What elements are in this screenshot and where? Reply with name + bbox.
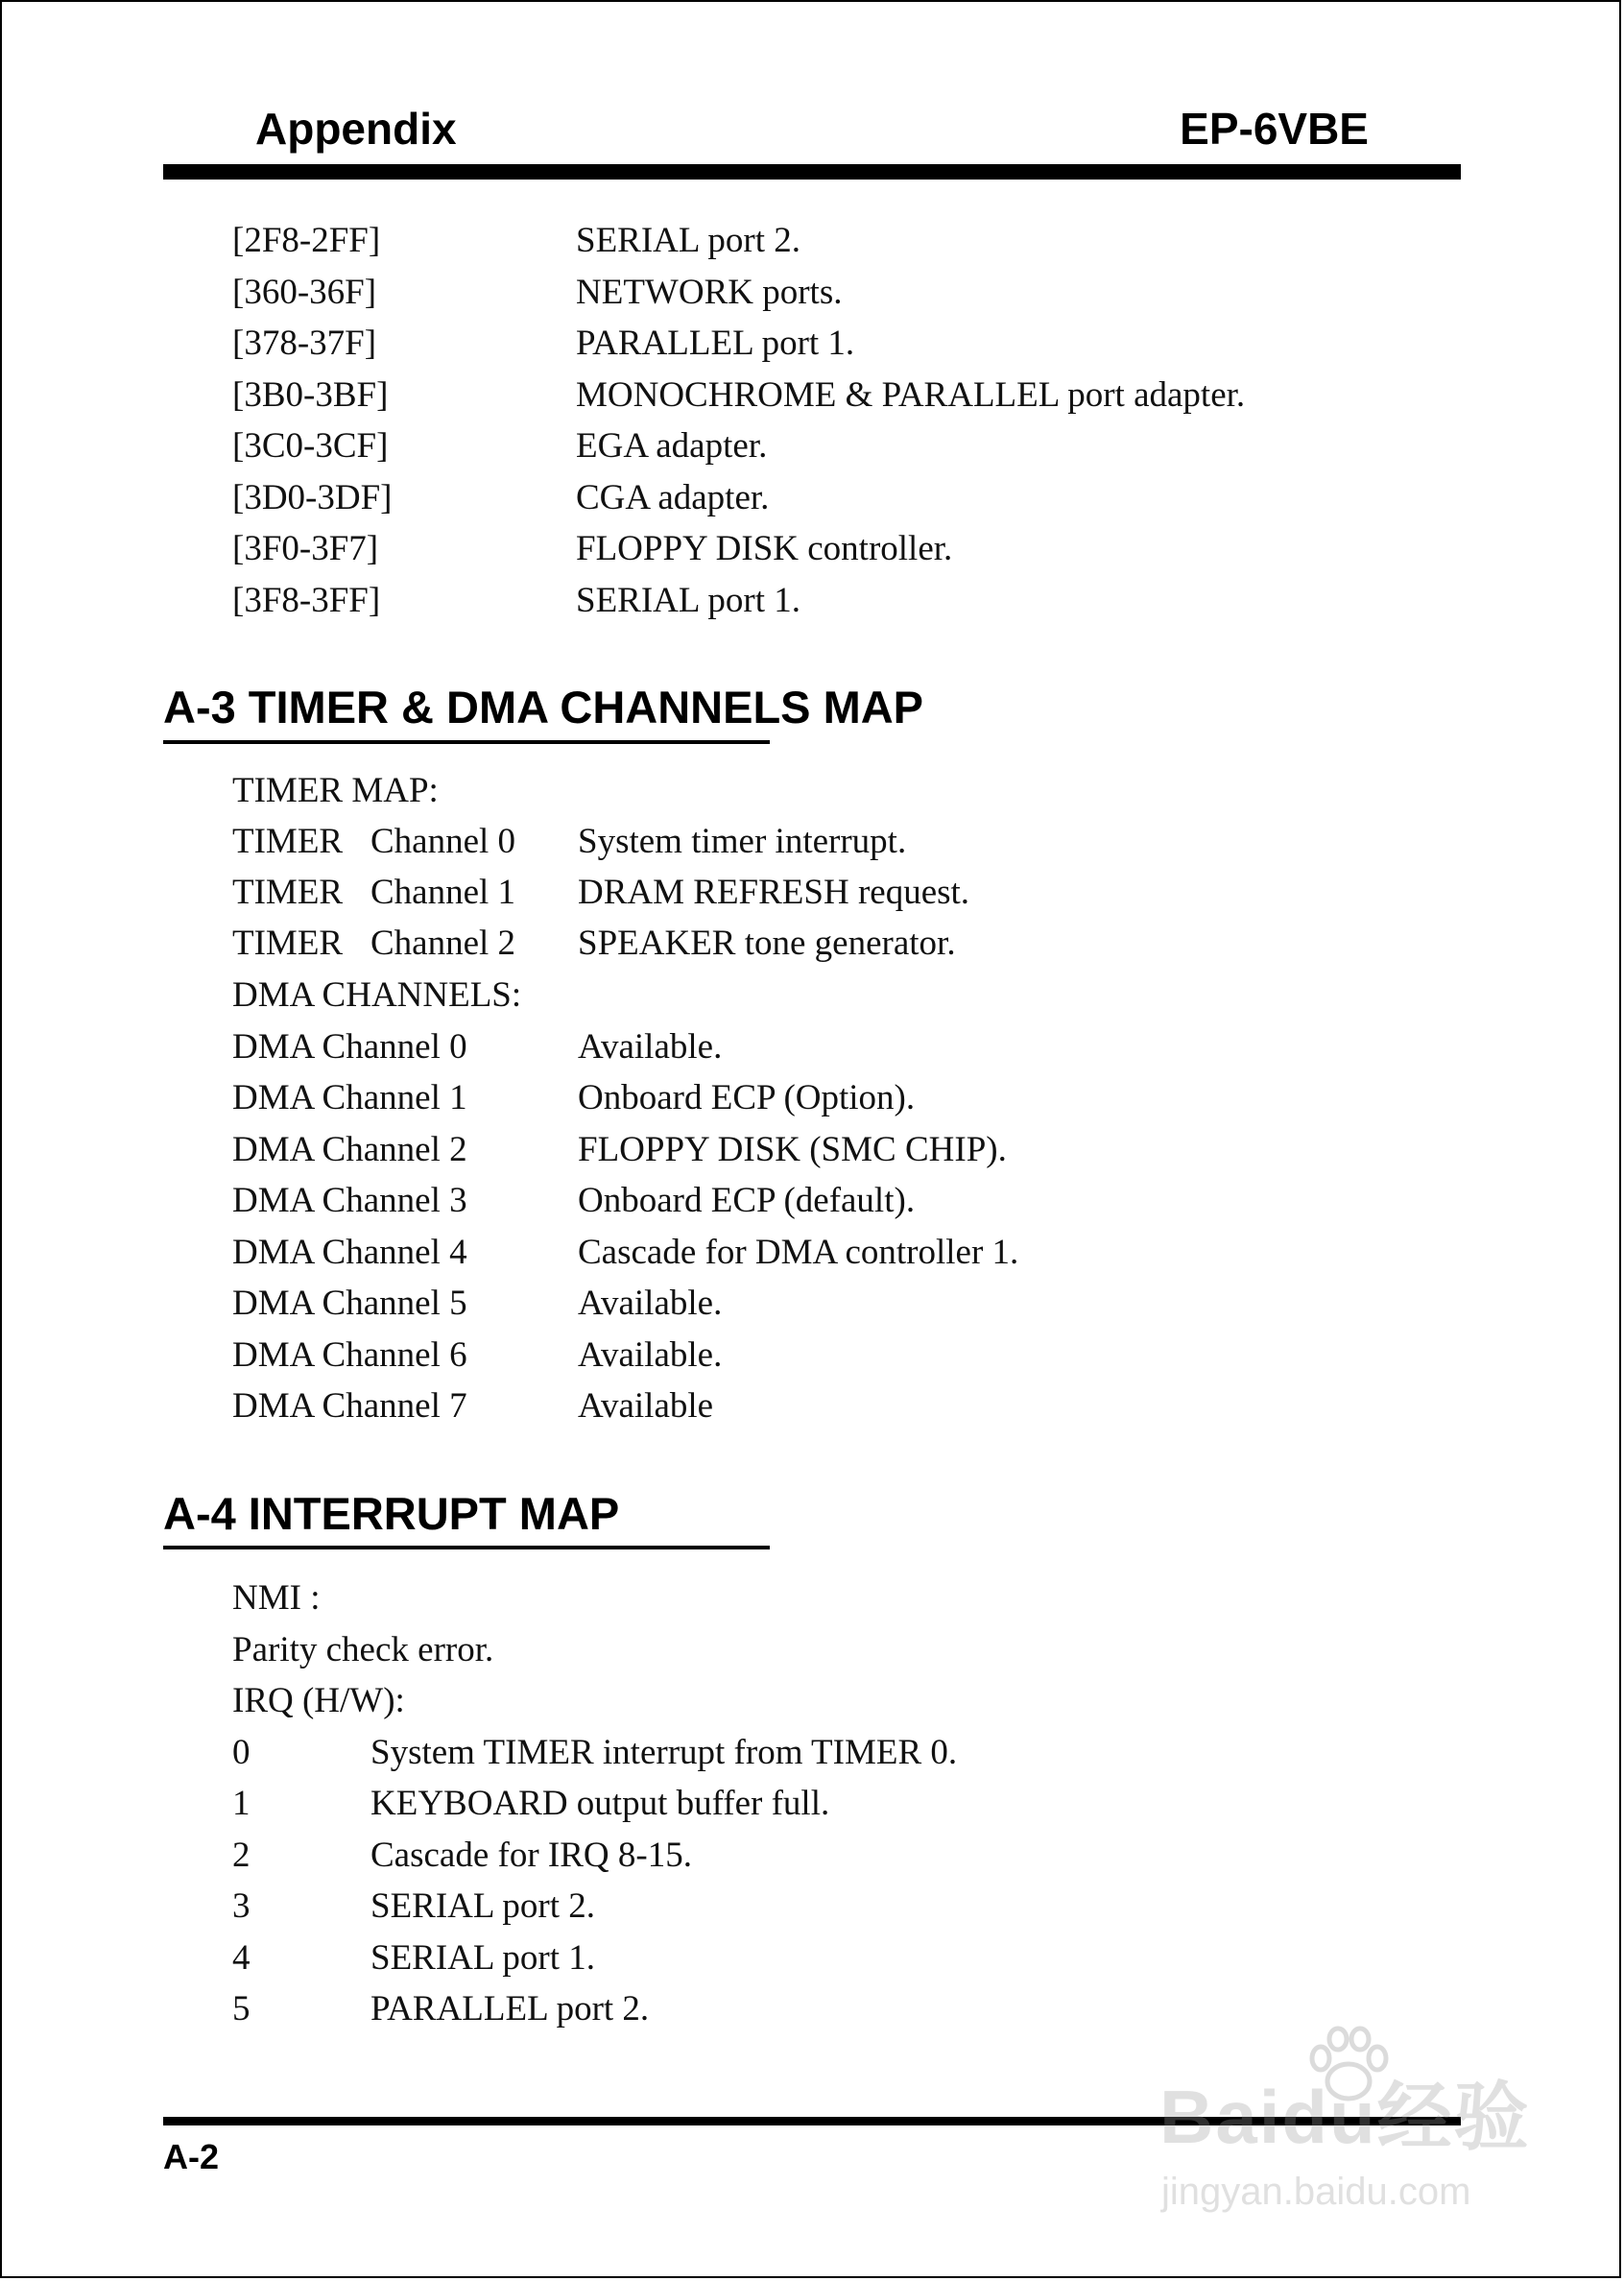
io-description: FLOPPY DISK controller. [576, 529, 953, 568]
dma-description: Available. [578, 1335, 723, 1375]
irq-description: PARALLEL port 2. [370, 1989, 650, 2029]
timer-channel: Channel 2 [370, 924, 516, 963]
dma-channel: DMA Channel 0 [232, 1027, 467, 1067]
header-rule [163, 164, 1461, 180]
timer-description: System timer interrupt. [578, 822, 907, 861]
watermark-brand: Baidu经验 [1159, 2075, 1531, 2159]
watermark-url: jingyan.baidu.com [1161, 2171, 1471, 2213]
io-range: [3F8-3FF] [232, 581, 381, 620]
header-model-name: EP-6VBE [1180, 104, 1369, 154]
irq-description: SERIAL port 1. [370, 1938, 595, 1978]
section-a4-rule [163, 1546, 770, 1549]
io-description: CGA adapter. [576, 478, 770, 517]
irq-number: 2 [232, 1836, 251, 1875]
irq-label-text: IRQ (H/W): [232, 1681, 405, 1720]
timer-name: TIMER [232, 924, 344, 963]
timer-description: SPEAKER tone generator. [578, 924, 956, 963]
io-range: [360-36F] [232, 273, 377, 312]
io-description: SERIAL port 2. [576, 221, 800, 260]
timer-name: TIMER [232, 873, 344, 912]
dma-description: Available. [578, 1027, 723, 1067]
irq-number: 3 [232, 1886, 251, 1926]
page-number: A-2 [163, 2137, 220, 2176]
dma-description: Available [578, 1386, 714, 1426]
dma-channel: DMA Channel 6 [232, 1335, 467, 1375]
io-range: [3D0-3DF] [232, 478, 393, 517]
dma-channel: DMA Channel 4 [232, 1233, 467, 1272]
irq-number: 1 [232, 1784, 251, 1823]
section-a3-title: A-3 TIMER & DMA CHANNELS MAP [163, 682, 924, 732]
section-a3-rule [163, 740, 770, 744]
io-description: PARALLEL port 1. [576, 324, 855, 363]
io-description: EGA adapter. [576, 426, 768, 466]
dma-channel: DMA Channel 3 [232, 1181, 467, 1220]
baidu-watermark [1152, 2026, 1536, 2227]
io-range: [3C0-3CF] [232, 426, 389, 466]
io-range: [3B0-3BF] [232, 375, 389, 415]
nmi-label-text: NMI : [232, 1578, 321, 1618]
section-a4-title: A-4 INTERRUPT MAP [163, 1488, 620, 1539]
io-range: [378-37F] [232, 324, 377, 363]
irq-description: Cascade for IRQ 8-15. [370, 1836, 692, 1875]
header-section-label: Appendix [255, 104, 457, 154]
irq-number: 5 [232, 1989, 251, 2029]
dma-channel: DMA Channel 2 [232, 1130, 467, 1169]
dma-label-text: DMA CHANNELS: [232, 975, 522, 1015]
irq-number: 4 [232, 1938, 251, 1978]
timer-label-text: TIMER MAP: [232, 771, 439, 810]
io-range: [2F8-2FF] [232, 221, 381, 260]
dma-description: Onboard ECP (default). [578, 1181, 916, 1220]
io-description: MONOCHROME & PARALLEL port adapter. [576, 375, 1246, 415]
io-range: [3F0-3F7] [232, 529, 379, 568]
timer-description: DRAM REFRESH request. [578, 873, 970, 912]
irq-description: SERIAL port 2. [370, 1886, 595, 1926]
io-description: NETWORK ports. [576, 273, 843, 312]
dma-channel: DMA Channel 1 [232, 1078, 467, 1117]
dma-description: Available. [578, 1284, 723, 1323]
dma-channel: DMA Channel 7 [232, 1386, 467, 1426]
irq-description: KEYBOARD output buffer full. [370, 1784, 830, 1823]
timer-channel: Channel 0 [370, 822, 516, 861]
irq-number: 0 [232, 1733, 251, 1772]
io-description: SERIAL port 1. [576, 581, 800, 620]
irq-description: System TIMER interrupt from TIMER 0. [370, 1733, 958, 1772]
timer-channel: Channel 1 [370, 873, 516, 912]
dma-description: Cascade for DMA controller 1. [578, 1233, 1019, 1272]
dma-description: FLOPPY DISK (SMC CHIP). [578, 1130, 1007, 1169]
nmi-description-text: Parity check error. [232, 1630, 494, 1669]
dma-description: Onboard ECP (Option). [578, 1078, 916, 1117]
dma-channel: DMA Channel 5 [232, 1284, 467, 1323]
timer-name: TIMER [232, 822, 344, 861]
